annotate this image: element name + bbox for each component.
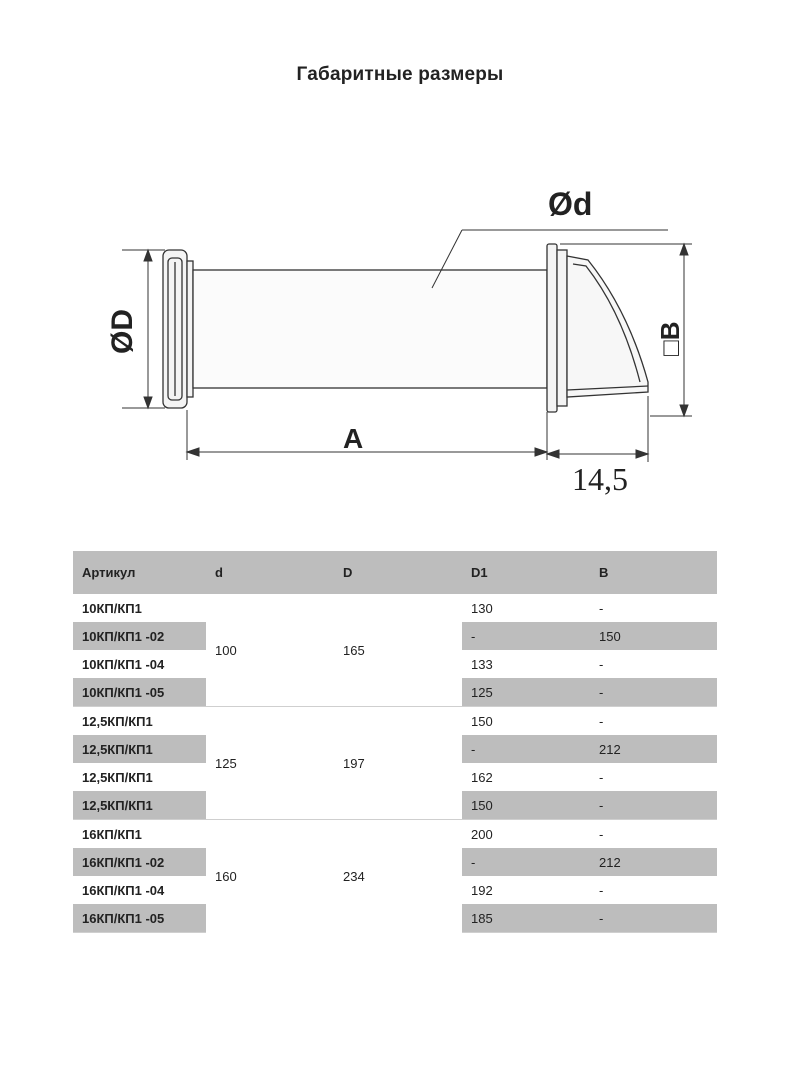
cell-D1: 192 [471,882,493,898]
cell-article: 10КП/КП1 -05 [73,678,206,707]
cell-D: 165 [334,594,462,707]
cell-D1: 130 [471,600,493,616]
cell-D: 234 [334,820,462,933]
page-title: Габаритные размеры [296,64,504,85]
table-row [73,820,717,849]
cell-article: 12,5КП/КП1 [73,791,206,820]
header-D: D [334,551,462,594]
cell-article: 10КП/КП1 -04 [82,656,165,672]
header-d: d [206,551,334,594]
dimension-drawing [0,150,800,510]
cell-B: - [599,882,604,898]
cell-D1: - [462,735,590,763]
header-B: B [590,551,717,594]
cell-article: 16КП/КП1 -02 [73,848,206,876]
cell-B: 212 [590,735,717,763]
cell-B: - [590,904,717,933]
hood [567,256,648,397]
cell-B: - [590,707,717,736]
cell-B: - [599,769,604,785]
cell-D1: - [462,622,590,650]
table-row [73,707,717,736]
header-article: Артикул [73,551,206,594]
label-D: ØD [106,309,139,354]
cell-D1: 200 [462,820,590,849]
cell-D1: - [462,848,590,876]
cell-D1: 185 [462,904,590,933]
cell-B: - [590,820,717,849]
left-collar [187,261,193,397]
cell-D1: 133 [471,656,493,672]
header-D1: D1 [462,551,590,594]
cell-B: 212 [590,848,717,876]
label-B: □B [655,321,685,356]
cell-article: 16КП/КП1 -05 [73,904,206,933]
cell-article: 10КП/КП1 [82,600,142,616]
cell-B: - [590,678,717,707]
duct-tube [193,270,547,388]
table-row [73,594,717,622]
cell-B: - [590,791,717,820]
cell-d: 160 [206,820,334,933]
table-header-row [73,551,717,594]
label-A: A [343,423,364,454]
cell-B: - [599,656,604,672]
label-d: Ød [548,186,593,222]
cell-article: 12,5КП/КП1 [73,735,206,763]
cell-D1: 125 [462,678,590,707]
cell-article: 12,5КП/КП1 [73,707,206,736]
label-offset: 14,5 [572,461,628,497]
dimensions-table [73,551,717,933]
right-flange [547,244,557,412]
cell-B: - [599,600,604,616]
cell-article: 16КП/КП1 -04 [82,882,165,898]
cell-D: 197 [334,707,462,820]
cell-D1: 162 [471,769,493,785]
cell-article: 10КП/КП1 -02 [73,622,206,650]
cell-article: 16КП/КП1 [73,820,206,849]
cell-d: 125 [206,707,334,820]
cell-D1: 150 [462,707,590,736]
cell-D1: 150 [462,791,590,820]
cell-d: 100 [206,594,334,707]
cell-B: 150 [590,622,717,650]
cell-article: 12,5КП/КП1 [82,769,153,785]
